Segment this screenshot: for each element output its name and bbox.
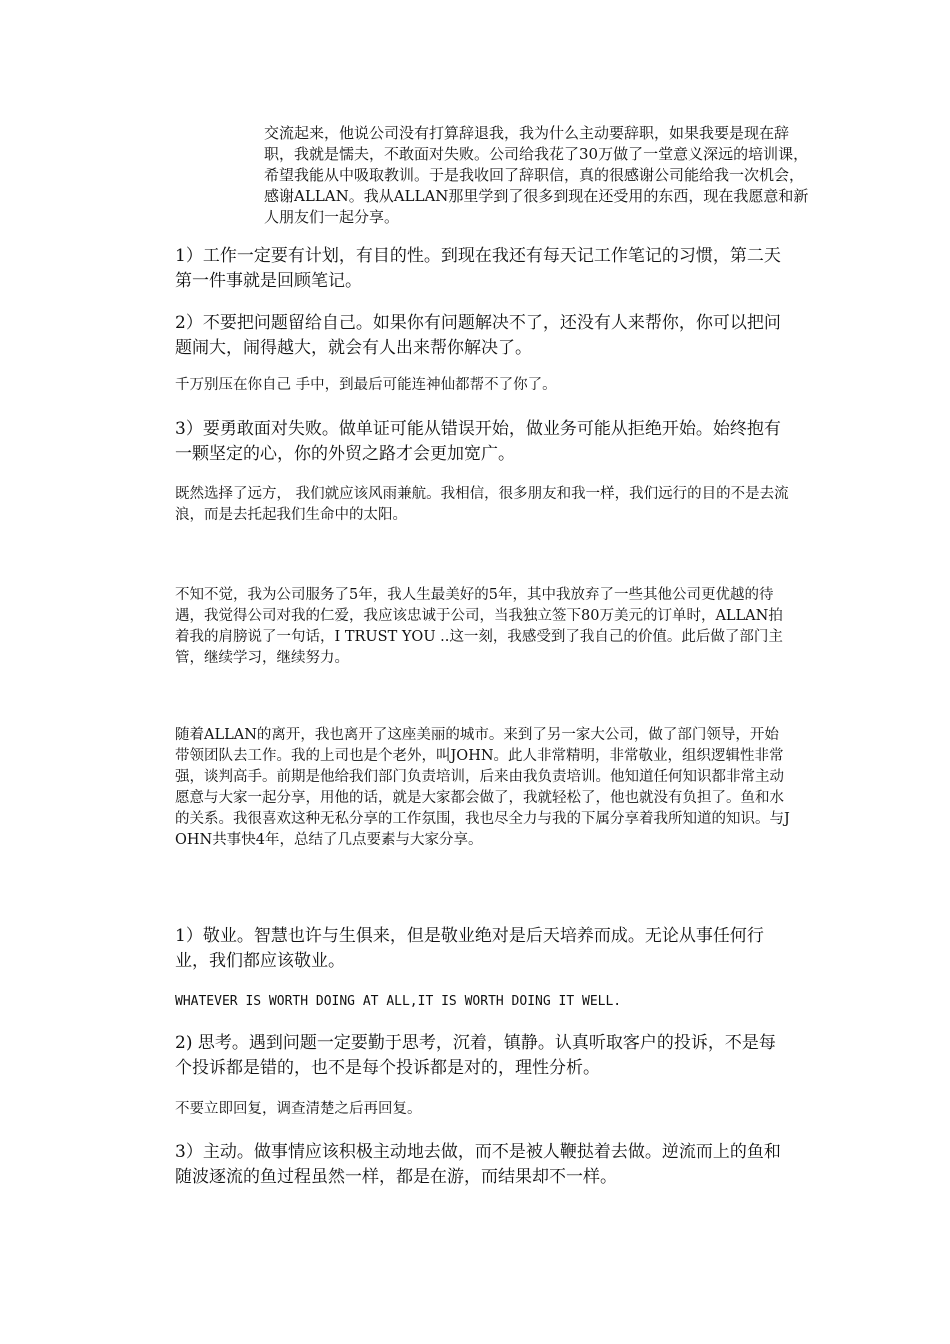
paragraph-quote: WHATEVER IS WORTH DOING AT ALL,IT IS WORTH DOING IT WELL.: [175, 994, 622, 1009]
paragraph-reply: 不要立即回复，调查清楚之后再回复。: [175, 1101, 422, 1117]
paragraph-five-years: 不知不觉，我为公司服务了5年，我人生最美好的5年，其中我放弃了一些其他公司更优越的待遇，我觉得公司对我的仁爱，我应该忠诚于公司，当我独立签下80万美元的订单时，ALLAN拍着我的肩膀说了一句话，I TRUST YOU ..这一刻，我感受到了我自己的价值。此后做了部门主管，继续学习，继续努力。: [175, 587, 783, 666]
paragraph-thinking: 2) 思考。遇到问题一定要勤于思考，沉着，镇静。认真听取客户的投诉，不是每个投诉都是错的，也不是每个投诉都是对的，理性分析。: [175, 1033, 776, 1078]
paragraph-dedication: 1）敬业。智慧也许与生俱来，但是敬业绝对是后天培养而成。无论从事任何行业，我们都应该敬业。: [175, 926, 764, 971]
paragraph-john: 随着ALLAN的离开，我也离开了这座美丽的城市。来到了另一家大公司，做了部门领导，开始带领团队去工作。我的上司也是个老外，叫JOHN。此人非常精明，非常敬业，组织逻辑性非常强，谈判高手。前期是他给我们部门负责培训，后来由我负责培训。他知道任何知识都非常主动愿意与大家一起分享，用他的话，就是大家都会做了，我就轻松了，他也就没有负担了。鱼和水的关系。我很喜欢这种无私分享的工作氛围，我也尽全力与我的下属分享着我所知道的知识。与JOHN共事快4年，总结了几点要素与大家分享。: [175, 727, 790, 848]
paragraph-plan: 1）工作一定要有计划，有目的性。到现在我还有每天记工作笔记的习惯，第二天第一件事就是回顾笔记。: [175, 246, 781, 291]
paragraph-distance: 既然选择了远方， 我们就应该风雨兼航。我相信，很多朋友和我一样，我们远行的目的不是去流浪，而是去托起我们生命中的太阳。: [175, 486, 789, 523]
paragraph-failure: 3）要勇敢面对失败。做单证可能从错误开始，做业务可能从拒绝开始。始终抱有一颗坚定的心，你的外贸之路才会更加宽广。: [175, 419, 781, 464]
indented-paragraph: 交流起来，他说公司没有打算辞退我，我为什么主动要辞职，如果我要是现在辞职，我就是懦夫，不敢面对失败。公司给我花了30万做了一堂意义深远的培训课，希望我能从中吸取教训。于是我收回了辞职信，真的很感谢公司能给我一次机会，感谢ALLAN。我从ALLAN那里学到了很多到现在还受用的东西，现在我愿意和新人朋友们一起分享。: [264, 124, 809, 226]
paragraph-note: 千万别压在你自己 手中，到最后可能连神仙都帮不了你了。: [175, 377, 557, 393]
paragraph-problems: 2）不要把问题留给自己。如果你有问题解决不了，还没有人来帮你，你可以把问题闹大，闹得越大，就会有人出来帮你解决了。: [175, 313, 781, 358]
paragraph-initiative: 3）主动。做事情应该积极主动地去做，而不是被人鞭挞着去做。逆流而上的鱼和随波逐流的鱼过程虽然一样，都是在游，而结果却不一样。: [175, 1142, 781, 1187]
